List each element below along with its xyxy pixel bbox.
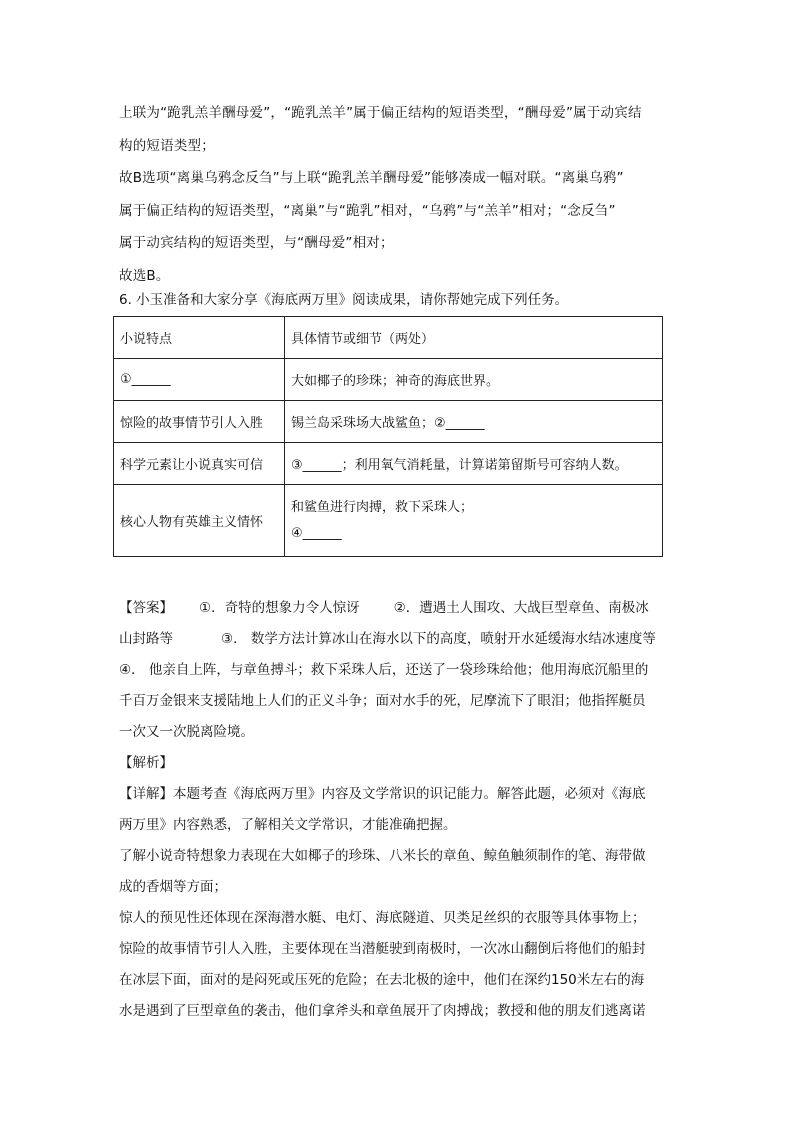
question-6-stem: 6. 小玉准备和大家分享《海底两万里》阅读成果，请你帮她完成下列任务。 (119, 292, 569, 308)
detail-line: 和鲨鱼进行肉搏，救下采珠人； (291, 499, 474, 515)
answer-label: 【答案】 (119, 600, 173, 616)
table-cell-detail: 大如椰子的珍珠；神奇的海底世界。 (285, 359, 663, 401)
table-cell-feature: 惊险的故事情节引人入胜 (114, 401, 285, 443)
answer-item-2-cont: 山封路等 (119, 631, 173, 647)
detail-line: ④______ (291, 525, 342, 541)
analysis-line: 了解小说奇特想象力表现在大如椰子的珍珠、八米长的章鱼、鲸鱼触须制作的笔、海带做 (119, 848, 646, 864)
answer-section (119, 593, 679, 1027)
answer-line (119, 593, 679, 624)
text-line: 构的短语类型； (119, 137, 215, 154)
answer-line: 千百万金银来支援陆地上人们的正义斗争；面对水手的死，尼摩流下了眼泪；他指挥艇员 (119, 693, 646, 709)
table-row (114, 359, 663, 401)
text-line: 故选B。 (119, 267, 170, 284)
table-cell-feature: 核心人物有英雄主义情怀 (114, 485, 285, 557)
answer-item-2: ②．遭遇土人围攻、大战巨型章鱼、南极冰 (393, 600, 649, 616)
analysis-line (119, 779, 679, 810)
detail-label: 【详解】 (119, 786, 173, 802)
table-cell-feature: ①______ (114, 359, 285, 401)
table-cell-detail: ③______；利用氧气消耗量，计算诺第留斯号可容纳人数。 (285, 443, 663, 485)
analysis-line: 惊险的故事情节引人入胜，主要体现在当潜艇驶到南极时，一次冰山翻倒后将他们的船封 (119, 941, 646, 957)
analysis-label: 【解析】 (119, 755, 173, 771)
analysis-line: 在冰层下面，面对的是闷死或压死的危险；在去北极的途中，他们在深约150米左右的海 (119, 972, 645, 988)
table-header: 具体情节或细节（两处） (285, 317, 663, 359)
answer-item-3: ③． 数学方法计算冰山在海水以下的高度，喷射开水延缓海水结冰速度等 (221, 631, 656, 647)
reading-task-table (113, 316, 663, 557)
table-row (114, 401, 663, 443)
analysis-line: 惊人的预见性还体现在深海潜水艇、电灯、海底隧道、贝类足丝织的衣服等具体事物上； (119, 910, 646, 926)
analysis-line: 水是遇到了巨型章鱼的袭击，他们拿斧头和章鱼展开了肉搏战；教授和他的朋友们逃离诺 (119, 1003, 646, 1019)
intro-paragraph (119, 97, 679, 292)
analysis-line: 成的香烟等方面； (119, 879, 227, 895)
table-row (114, 443, 663, 485)
table-row (114, 485, 663, 557)
text-line: 故B选项“离巢乌鸦念反刍”与上联“跪乳羔羊酬母爱”能够凑成一幅对联。“离巢乌鸦” (119, 170, 624, 186)
answer-line: ④． 他亲自上阵，与章鱼搏斗；救下采珠人后，还送了一袋珍珠给他；他用海底沉船里的 (119, 662, 649, 678)
table-cell-detail (285, 485, 663, 557)
text-line: 属于偏正结构的短语类型，“离巢”与“跪乳”相对，“乌鸦”与“羔羊”相对；“念反刍” (119, 202, 616, 219)
text-line: 上联为“跪乳羔羊酬母爱”，“跪乳羔羊”属于偏正结构的短语类型，“酬母爱”属于动宾结 (119, 105, 642, 121)
answer-line: 一次又一次脱离险境。 (119, 724, 254, 740)
table-cell-feature: 科学元素让小说真实可信 (114, 443, 285, 485)
answer-line (119, 624, 679, 655)
table-header: 小说特点 (114, 317, 285, 359)
text-line: 属于动宾结构的短语类型，与“酬母爱”相对； (119, 235, 394, 251)
answer-item-1: ①．奇特的想象力令人惊讶 (199, 600, 360, 616)
table-header-row (114, 317, 663, 359)
analysis-text: 本题考查《海底两万里》内容及文学常识的识记能力。解答此题，必须对《海底 (173, 786, 646, 802)
analysis-line: 两万里》内容熟悉，了解相关文学常识，才能准确把握。 (119, 817, 457, 833)
table-cell-detail: 锡兰岛采珠场大战鲨鱼；②______ (285, 401, 663, 443)
